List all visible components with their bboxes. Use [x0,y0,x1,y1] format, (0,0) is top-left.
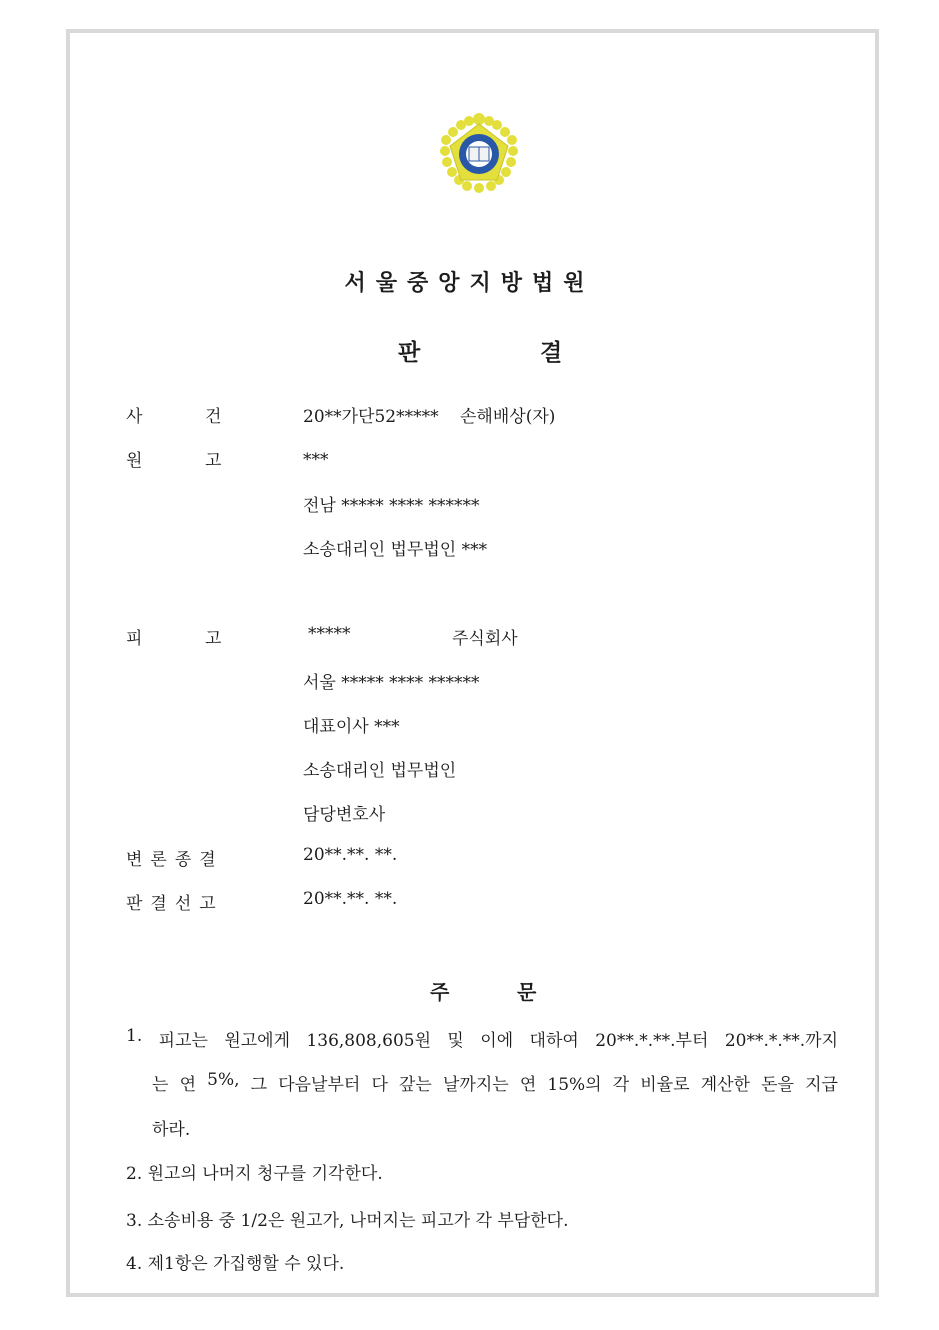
order-item-1-line-1-word: 20**.*.**.부터 [595,1031,709,1051]
defendant-attorney: 소송대리인 법무법인 [303,761,457,781]
argument-close-date: 20**.**. **. [303,845,398,865]
order-item-1-line-1-word: 대하여 [529,1031,579,1051]
order-item-1-line-1-word: 1. [126,1026,143,1046]
order-title-right: 문 [517,980,537,1004]
case-number: 20**가단52***** [303,407,439,427]
order-item-1-line-2-word: 돈을 [761,1075,794,1095]
plaintiff-attorney: 소송대리인 법무법인 *** [303,540,488,560]
order-item-2: 2. 원고의 나머지 청구를 기각한다. [126,1164,383,1184]
doc-title-left: 판 [398,340,421,366]
case-label-2: 건 [205,407,222,427]
order-item-1-line-2-word: 15%의 [547,1075,602,1095]
defendant-label-1: 피 [126,629,143,649]
order-item-1-line-1-word: 이에 [480,1031,514,1051]
defendant-representative: 대표이사 *** [303,717,400,737]
court-name: 서울중앙지방법원 [344,271,595,296]
order-item-1-line-2-word: 각 [612,1075,630,1095]
order-item-1-line-2-word: 연 [519,1075,537,1095]
order-item-1-line-3: 하라. [152,1120,191,1140]
order-item-1-line-2 [152,1070,838,1095]
order-item-1-line-2-word: 다 [371,1075,388,1095]
court-emblem-icon [436,110,522,196]
order-item-4: 4. 제1항은 가집행할 수 있다. [126,1254,345,1274]
defendant-company-suffix: 주식회사 [452,629,518,649]
plaintiff-name: *** [303,450,329,470]
defendant-address: 서울 ***** **** ****** [303,673,480,693]
plaintiff-address: 전남 ***** **** ****** [303,496,480,516]
order-item-1-line-2-word: 는 [152,1075,169,1095]
doc-title-right: 결 [540,340,563,366]
plaintiff-label-1: 원 [126,451,143,471]
judgment-date-label: 판결선고 [126,894,224,914]
order-item-1-line-2-word: 그 [250,1075,268,1095]
order-item-1-line-2-word: 지급 [805,1075,838,1095]
case-name: 손해배상(자) [460,407,556,427]
order-item-1-line-1-word: 피고는 [158,1031,208,1051]
order-item-3: 3. 소송비용 중 1/2은 원고가, 나머지는 피고가 각 부담한다. [126,1211,569,1231]
defendant-label-2: 고 [205,629,222,649]
order-item-1-line-1-word: 원고에게 [224,1031,291,1051]
order-item-1-line-2-word: 연 [179,1075,196,1095]
order-item-1-line-2-word: 비율로 [640,1075,690,1095]
defendant-name: ***** [308,624,351,644]
order-item-1-line-2-word: 5%, [207,1070,240,1090]
document-border [66,29,879,1297]
argument-close-label: 변론종결 [126,850,224,870]
order-title-left: 주 [430,980,450,1004]
case-label-1: 사 [126,407,143,427]
plaintiff-label-2: 고 [205,451,222,471]
order-item-1-line-1 [126,1026,838,1051]
defendant-lawyer: 담당변호사 [303,805,386,825]
order-item-1-line-1-word: 및 [447,1031,464,1051]
order-item-1-line-2-word: 갚는 [399,1075,432,1095]
order-item-1-line-2-word: 다음날부터 [278,1075,361,1095]
order-item-1-line-1-word: 136,808,605원 [306,1031,432,1051]
order-item-1-line-2-word: 날까지는 [442,1075,509,1095]
order-item-1-line-2-word: 계산한 [700,1075,750,1095]
judgment-date: 20**.**. **. [303,889,398,909]
order-item-1-line-1-word: 20**.*.**.까지 [724,1031,838,1051]
